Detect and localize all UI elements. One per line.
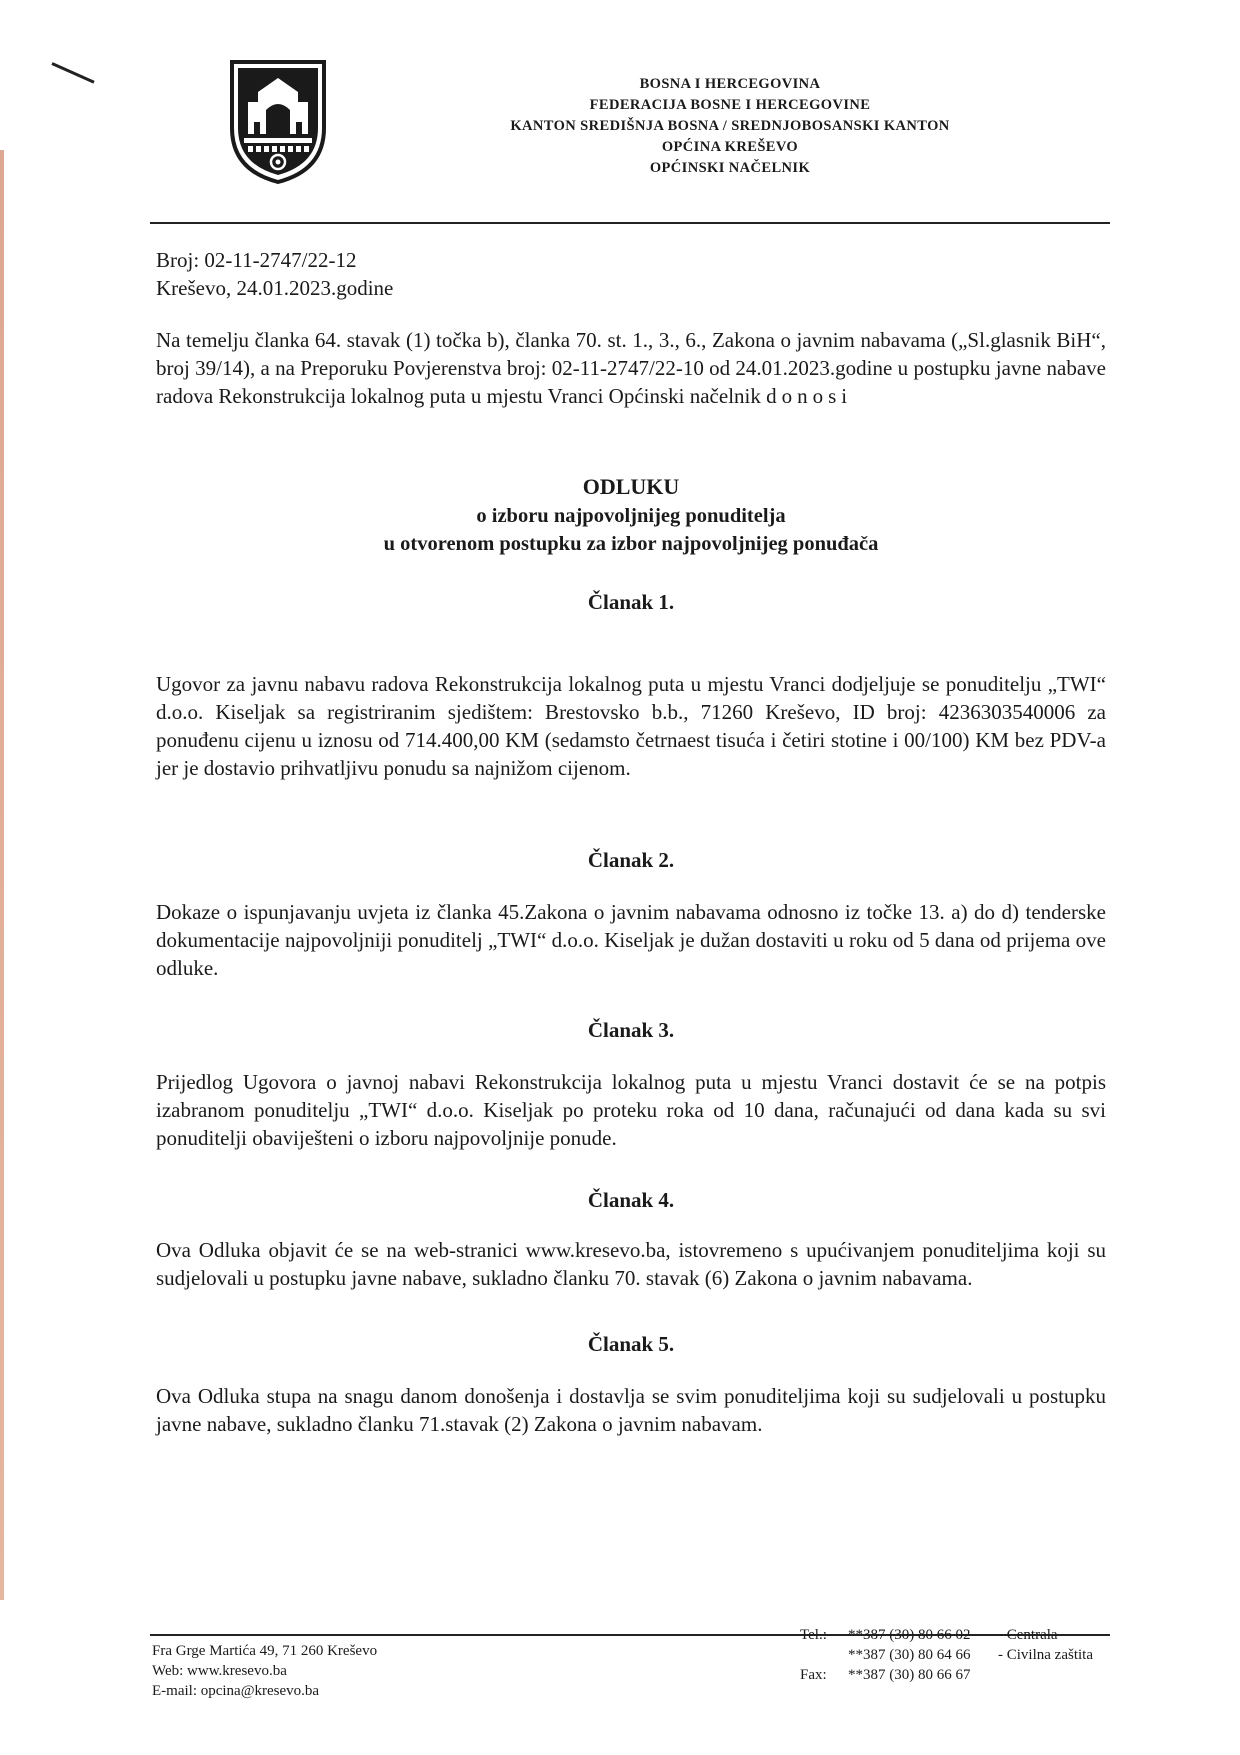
footer-tel-central-desc: - Centrala	[998, 1627, 1058, 1643]
footer-tel-civil-desc: - Civilna zaštita	[998, 1647, 1093, 1663]
footer-fax: **387 (30) 80 66 67	[848, 1667, 971, 1683]
footer-contact-phones	[800, 1625, 1093, 1685]
title-subtitle-1: o izboru najpovoljnijeg ponuditelja	[476, 505, 786, 527]
article-2-heading: Članak 2.	[587, 848, 675, 872]
footer-web: Web: www.kresevo.ba	[152, 1663, 287, 1679]
municipality-coat-of-arms-icon	[228, 58, 328, 186]
footer-tel-central: **387 (30) 80 66 02	[848, 1627, 971, 1643]
scan-edge-stain	[0, 150, 4, 1600]
article-5-heading: Članak 5.	[587, 1332, 675, 1356]
reference-place-date: Kreševo, 24.01.2023.godine	[156, 276, 394, 300]
reference-number: Broj: 02-11-2747/22-12	[156, 248, 357, 272]
footer-tel-civil-row	[800, 1645, 1093, 1665]
title-subtitle-2: u otvorenom postupku za izbor najpovoljnijeg ponuđača	[383, 533, 879, 555]
header-line-federation: FEDERACIJA BOSNE I HERCEGOVINE	[589, 97, 871, 113]
article-4-heading: Članak 4.	[587, 1188, 675, 1212]
header-line-country: BOSNA I HERCEGOVINA	[639, 76, 821, 92]
footer-tel-central-row	[800, 1625, 1093, 1645]
header-line-mayor: OPĆINSKI NAČELNIK	[649, 160, 811, 176]
article-1-text: Ugovor za javnu nabavu radova Rekonstrukcija lokalnog puta u mjestu Vranci dodjeljuje se ponuditelju „TWI“ d.o.o. Kiseljak sa registriranim sjedištem: Brestovsko b.b., 71260 Kreševo, ID broj: 4236303540006 za ponuđenu cijenu u iznosu od 714.400,00 KM (sedamsto četrnaest tisuća i četiri stotine i 00/100) KM bez PDV-a jer je dostavio prihvatljivu ponudu sa najnižom cijenom.	[156, 672, 1106, 780]
header-line-canton: KANTON SREDIŠNJA BOSNA / SREDNJOBOSANSKI KANTON	[510, 118, 950, 134]
header-divider	[150, 222, 1110, 224]
article-3-heading: Članak 3.	[587, 1018, 675, 1042]
article-3-text: Prijedlog Ugovora o javnoj nabavi Rekonstrukcija lokalnog puta u mjestu Vranci dostavit će se na potpis izabranom ponuditelju „TWI“ d.o.o. Kiseljak po proteku roka od 10 dana, računajući od dana kada su svi ponuditelji obaviješteni o izboru najpovoljnije ponude.	[156, 1070, 1106, 1150]
preamble-text: Na temelju članka 64. stavak (1) točka b), članka 70. st. 1., 3., 6., Zakona o javnim nabavama („Sl.glasnik BiH“, broj 39/14), a na Preporuku Povjerenstva broj: 02-11-2747/22-10 od 24.01.2023.godine u postupku javne nabave radova Rekonstrukcija lokalnog puta u mjestu Vranci Općinski načelnik	[156, 328, 1106, 408]
institution-header	[460, 74, 1000, 179]
footer-email: E-mail: opcina@kresevo.ba	[152, 1683, 320, 1699]
decision-title	[156, 472, 1106, 558]
article-1-heading: Članak 1.	[587, 590, 675, 614]
article-5-text: Ova Odluka stupa na snagu danom donošenja i dostavlja se svim ponuditeljima koji su sudjelovali u postupku javne nabave, sukladno članku 71.stavak (2) Zakona o javnim nabavam.	[156, 1384, 1106, 1436]
article-4-text: Ova Odluka objavit će se na web-stranici www.kresevo.ba, istovremeno s upućivanjem ponuditeljima koji su sudjelovali u postupku javne nabave, sukladno članku 70. stavak (6) Zakona o javnim nabavama.	[156, 1238, 1106, 1290]
footer-tel-label: Tel.:	[800, 1627, 827, 1643]
header-line-municipality: OPĆINA KREŠEVO	[661, 139, 799, 155]
title-main: ODLUKU	[582, 474, 680, 499]
footer-address: Fra Grge Martića 49, 71 260 Kreševo	[152, 1643, 378, 1659]
footer-fax-label: Fax:	[800, 1667, 827, 1683]
preamble-verb: donosi	[766, 384, 853, 408]
article-2-text: Dokaze o ispunjavanju uvjeta iz članka 45.Zakona o javnim nabavama odnosno iz točke 13. a) do d) tenderske dokumentacije najpovoljniji ponuditelj „TWI“ d.o.o. Kiseljak je dužan dostaviti u roku od 5 dana od prijema ove odluke.	[156, 900, 1106, 980]
document-reference	[156, 246, 393, 302]
footer-fax-row	[800, 1665, 1093, 1685]
scan-mark	[51, 62, 94, 83]
footer-tel-civil: **387 (30) 80 64 66	[848, 1647, 971, 1663]
footer-contact-address	[152, 1641, 377, 1701]
preamble-paragraph	[156, 326, 1106, 410]
